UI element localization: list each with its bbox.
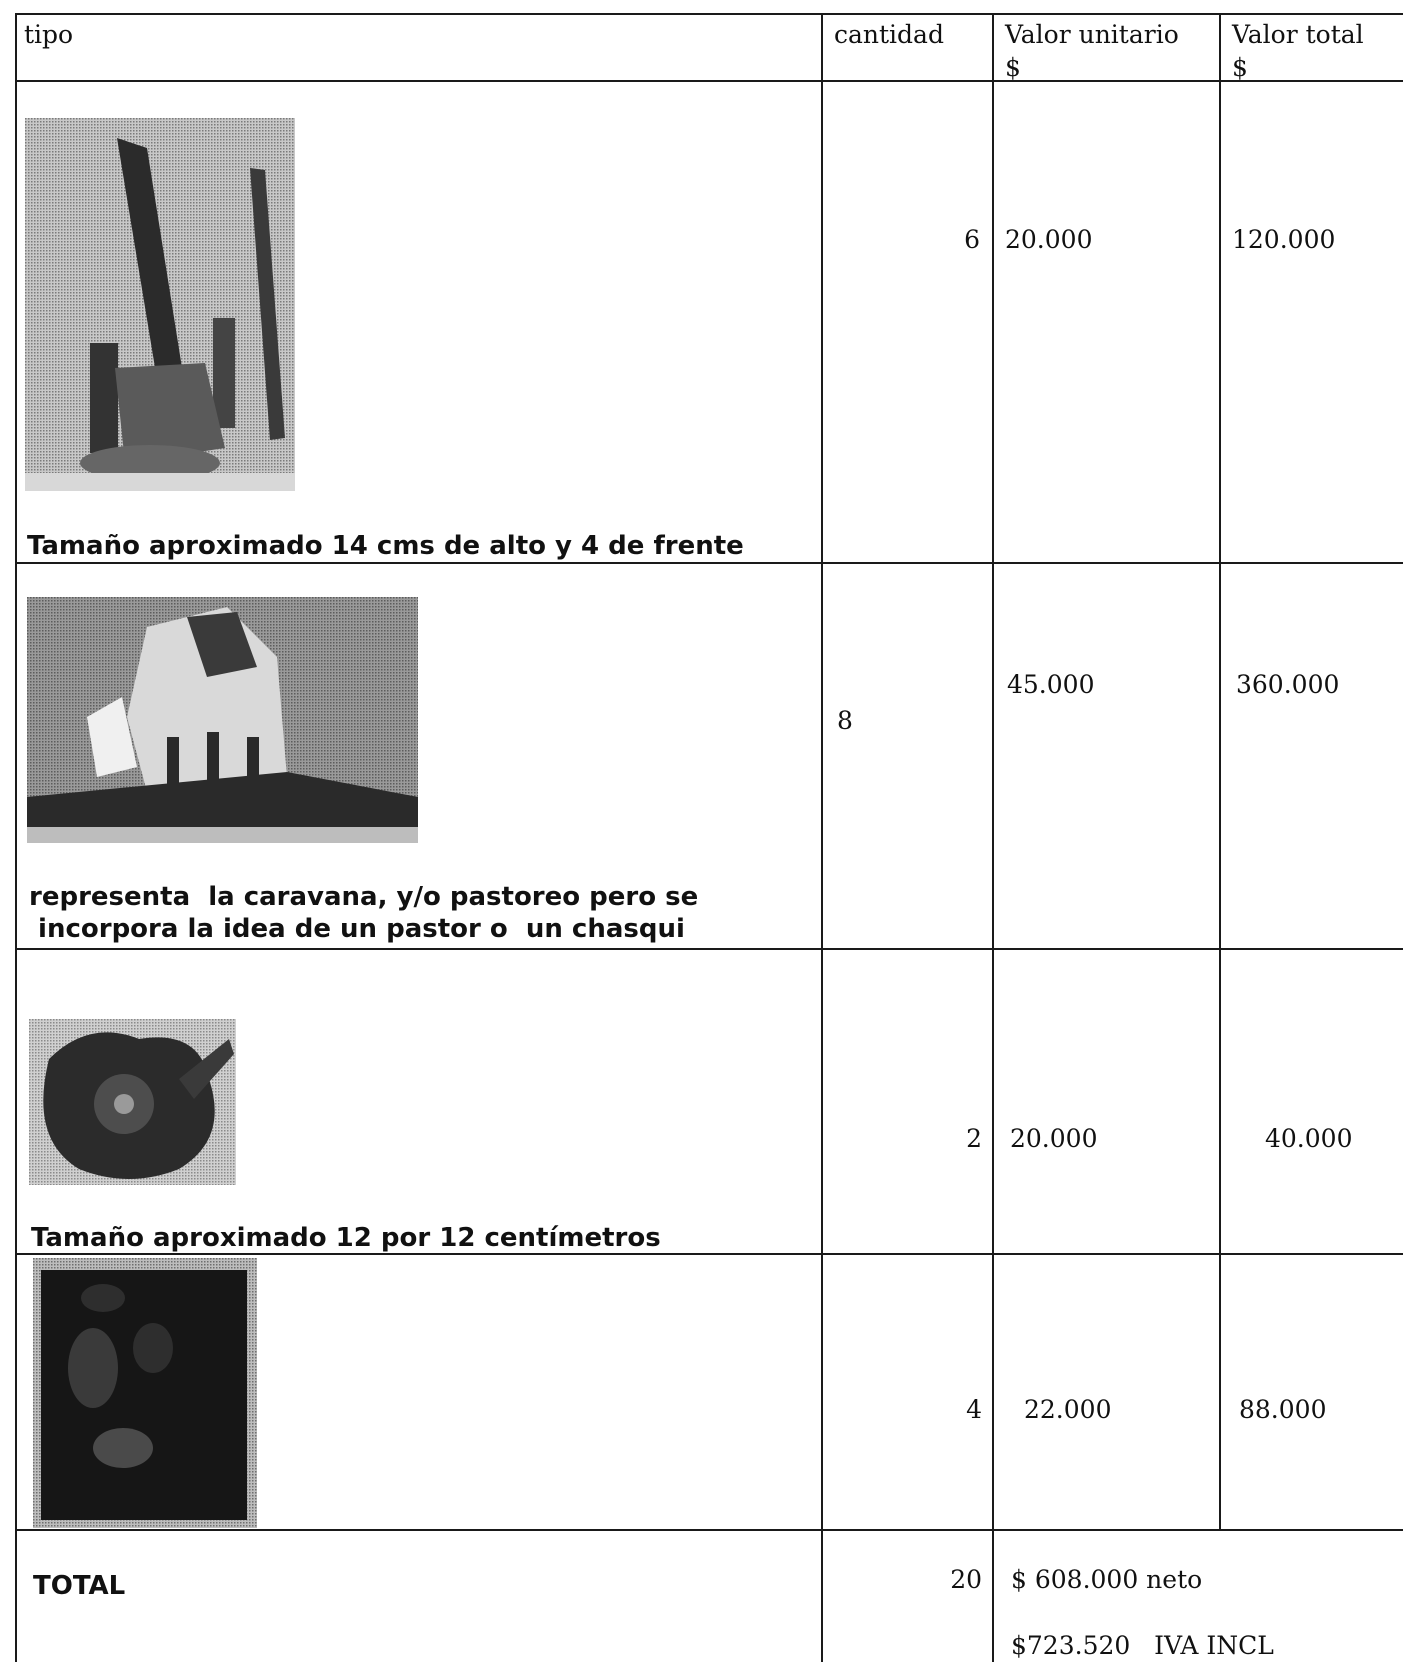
row-2-cantidad: 8 [837, 706, 853, 735]
row-3-cantidad: 2 [966, 1124, 982, 1153]
row-2-description-line-1: representa la caravana, y/o pastoreo pero se [29, 882, 699, 912]
row-1-cantidad: 6 [964, 225, 980, 254]
row-divider-1 [15, 562, 1403, 564]
header-valor-total: Valor total [1232, 20, 1364, 49]
header-divider [15, 80, 1403, 82]
total-iva: $723.520 IVA INCL [1011, 1631, 1274, 1660]
row-divider-4 [15, 1529, 1403, 1531]
column-divider-3 [1219, 13, 1221, 1529]
row-4-valor-unitario: 22.000 [1024, 1395, 1112, 1424]
row-2-description-line-2: incorpora la idea de un pastor o un chasqui [29, 914, 685, 944]
row-4-valor-total: 88.000 [1239, 1395, 1327, 1424]
column-divider-2 [992, 13, 994, 1662]
product-photo-figurines [25, 118, 295, 491]
row-1-valor-total: 120.000 [1232, 225, 1336, 254]
row-1-valor-unitario: 20.000 [1005, 225, 1093, 254]
row-2-valor-total: 360.000 [1236, 670, 1340, 699]
header-tipo: tipo [24, 20, 74, 49]
row-2-valor-unitario: 45.000 [1007, 670, 1095, 699]
row-3-valor-total: 40.000 [1265, 1124, 1353, 1153]
row-3-valor-unitario: 20.000 [1010, 1124, 1098, 1153]
row-divider-2 [15, 948, 1403, 950]
row-4-cantidad: 4 [966, 1395, 982, 1424]
table-border-left [15, 13, 17, 1662]
header-cantidad: cantidad [834, 20, 944, 49]
total-label: TOTAL [33, 1571, 126, 1601]
total-cantidad: 20 [950, 1565, 982, 1594]
header-valor-unitario-currency: $ [1005, 53, 1021, 82]
product-photo-relief-panel [33, 1258, 257, 1528]
header-valor-total-currency: $ [1232, 53, 1248, 82]
column-divider-1 [821, 13, 823, 1662]
product-photo-caravana [27, 597, 418, 843]
product-photo-round-piece [29, 1019, 236, 1185]
table-border-top [15, 13, 1403, 15]
total-neto: $ 608.000 neto [1011, 1565, 1203, 1594]
row-1-description: Tamaño aproximado 14 cms de alto y 4 de frente [27, 531, 744, 561]
header-valor-unitario: Valor unitario [1005, 20, 1179, 49]
row-3-description: Tamaño aproximado 12 por 12 centímetros [31, 1223, 661, 1253]
